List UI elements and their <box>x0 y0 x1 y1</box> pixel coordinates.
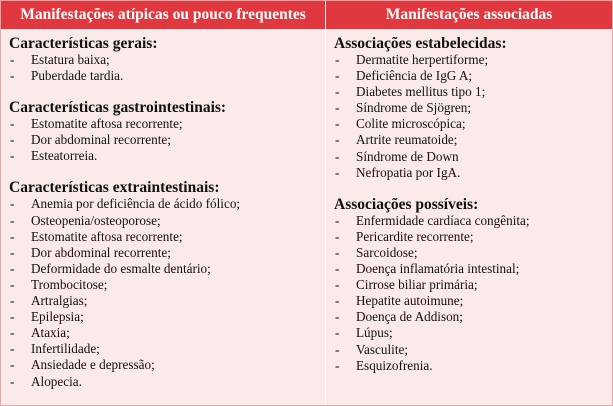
section-title: Características gerais: <box>9 35 158 52</box>
list-item-text: Puberdade tardia. <box>31 68 124 84</box>
list-item <box>334 325 612 341</box>
list-item-text: Estatura baixa; <box>31 52 110 67</box>
bullet-dash: - <box>335 116 340 132</box>
header-associated-manifestations: Manifestações associadas <box>326 1 612 29</box>
bullet-dash: - <box>335 228 340 244</box>
list-item <box>9 229 325 245</box>
bullet-dash: - <box>10 309 15 325</box>
list-item <box>9 245 325 261</box>
list-item <box>334 149 612 165</box>
bullet-dash: - <box>10 196 15 212</box>
item-list <box>9 52 325 84</box>
list-item <box>9 341 325 357</box>
list-item-text: Artrite reumatoide; <box>356 132 458 148</box>
section-title: Associações possíveis: <box>334 195 479 213</box>
section-caracteristicas-gastrointestinais <box>9 99 325 164</box>
list-item <box>9 148 325 164</box>
list-item-text: Dor abdominal recorrente; <box>31 132 171 148</box>
list-item-text: Enfermidade cardíaca congênita; <box>356 212 530 228</box>
list-item-text: Nefropatia por IgA. <box>356 164 461 180</box>
list-item-text: Cirrose biliar primária; <box>356 277 478 293</box>
list-item <box>334 245 612 261</box>
bullet-dash: - <box>335 244 340 260</box>
bullet-dash: - <box>335 52 340 67</box>
list-item <box>9 52 325 68</box>
list-item-text: Artralgias; <box>31 293 88 309</box>
list-item <box>334 52 612 68</box>
bullet-dash: - <box>335 212 340 228</box>
list-item <box>334 116 612 132</box>
list-item <box>9 132 325 148</box>
list-item-text: Síndrome de Sjögren; <box>356 100 472 116</box>
list-item-text: Dor abdominal recorrente; <box>31 244 171 260</box>
bullet-dash: - <box>335 309 340 325</box>
list-item <box>334 293 612 309</box>
list-item-text: Deformidade do esmalte dentário; <box>31 260 211 276</box>
bullet-dash: - <box>10 357 15 373</box>
bullet-dash: - <box>335 148 340 164</box>
list-item-text: Ataxia; <box>31 325 70 341</box>
list-item <box>334 84 612 100</box>
bullet-dash: - <box>335 277 340 293</box>
bullet-dash: - <box>335 261 340 277</box>
list-item-text: Hepatite autoimune; <box>356 293 464 309</box>
bullet-dash: - <box>335 68 340 84</box>
section-caracteristicas-extraintestinais <box>9 179 325 389</box>
bullet-dash: - <box>10 148 15 164</box>
bullet-dash: - <box>10 228 15 244</box>
list-item <box>334 68 612 84</box>
bullet-dash: - <box>10 325 15 341</box>
bullet-dash: - <box>10 293 15 309</box>
bullet-dash: - <box>10 260 15 276</box>
bullet-dash: - <box>10 341 15 357</box>
list-item-text: Esquizofrenia. <box>356 357 433 373</box>
list-item-text: Alopecia. <box>31 373 82 389</box>
list-item-text: Lúpus; <box>356 325 393 341</box>
bullet-dash: - <box>10 52 15 67</box>
list-item <box>9 325 325 341</box>
section-title: Características gastrointestinais: <box>9 99 227 117</box>
list-item-text: Estomatite aftosa recorrente; <box>31 116 183 132</box>
list-item <box>9 116 325 132</box>
bullet-dash: - <box>10 276 15 292</box>
header-atypical-manifestations: Manifestações atípicas ou pouco frequentes <box>1 1 326 29</box>
list-item <box>334 342 612 358</box>
list-item-text: Dermatite herpertiforme; <box>356 52 489 67</box>
bullet-dash: - <box>335 293 340 309</box>
list-item <box>334 277 612 293</box>
list-item <box>9 309 325 325</box>
list-item-text: Colite microscópica; <box>356 116 466 132</box>
list-item-text: Trombocitose; <box>31 276 108 292</box>
list-item <box>9 261 325 277</box>
list-item <box>9 196 325 212</box>
item-list <box>9 116 325 164</box>
list-item <box>334 213 612 229</box>
list-item-text: Doença de Addison; <box>356 309 463 325</box>
list-item-text: Anemia por deficiência de ácido fólico; <box>31 196 241 212</box>
list-item <box>334 261 612 277</box>
list-item <box>9 374 325 390</box>
list-item <box>9 357 325 373</box>
list-item-text: Pericardite recorrente; <box>356 228 474 244</box>
list-item <box>9 277 325 293</box>
list-item <box>334 100 612 116</box>
list-item-text: Esteatorreia. <box>31 148 98 164</box>
section-caracteristicas-gerais <box>9 35 325 84</box>
bullet-dash: - <box>10 212 15 228</box>
list-item-text: Estomatite aftosa recorrente; <box>31 228 183 244</box>
list-item <box>334 229 612 245</box>
list-item <box>9 293 325 309</box>
list-item-text: Deficiência de IgG A; <box>356 68 473 84</box>
list-item-text: Infertilidade; <box>31 341 100 357</box>
bullet-dash: - <box>335 164 340 180</box>
bullet-dash: - <box>10 116 15 132</box>
list-item-text: Osteopenia/osteoporose; <box>31 212 161 228</box>
list-item <box>334 132 612 148</box>
bullet-dash: - <box>335 100 340 116</box>
list-item-text: Vasculite; <box>356 341 409 357</box>
section-title: Características extraintestinais: <box>9 179 220 197</box>
item-list <box>334 213 612 374</box>
section-associacoes-estabelecidas <box>334 35 612 181</box>
list-item <box>334 165 612 181</box>
list-item <box>334 309 612 325</box>
bullet-dash: - <box>335 325 340 341</box>
bullet-dash: - <box>10 132 15 148</box>
section-title: Associações estabelecidas: <box>334 35 507 52</box>
list-item-text: Diabetes mellitus tipo 1; <box>356 84 486 100</box>
bullet-dash: - <box>335 357 340 373</box>
list-item-text: Ansiedade e depressão; <box>31 357 155 373</box>
list-item-text: Síndrome de Down <box>356 148 459 164</box>
item-list <box>9 196 325 389</box>
atypical-manifestations-column <box>1 29 326 405</box>
bullet-dash: - <box>335 132 340 148</box>
bullet-dash: - <box>335 341 340 357</box>
list-item-text: Epilepsia; <box>31 309 84 325</box>
item-list <box>334 52 612 181</box>
section-associacoes-possiveis <box>334 196 612 374</box>
bullet-dash: - <box>10 373 15 389</box>
list-item-text: Sarcoidose; <box>356 244 418 260</box>
list-item <box>334 358 612 374</box>
bullet-dash: - <box>10 68 15 84</box>
bullet-dash: - <box>335 84 340 100</box>
list-item <box>9 213 325 229</box>
list-item <box>9 68 325 84</box>
associated-manifestations-column <box>326 29 612 405</box>
bullet-dash: - <box>10 244 15 260</box>
list-item-text: Doença inflamatória intestinal; <box>356 261 520 277</box>
